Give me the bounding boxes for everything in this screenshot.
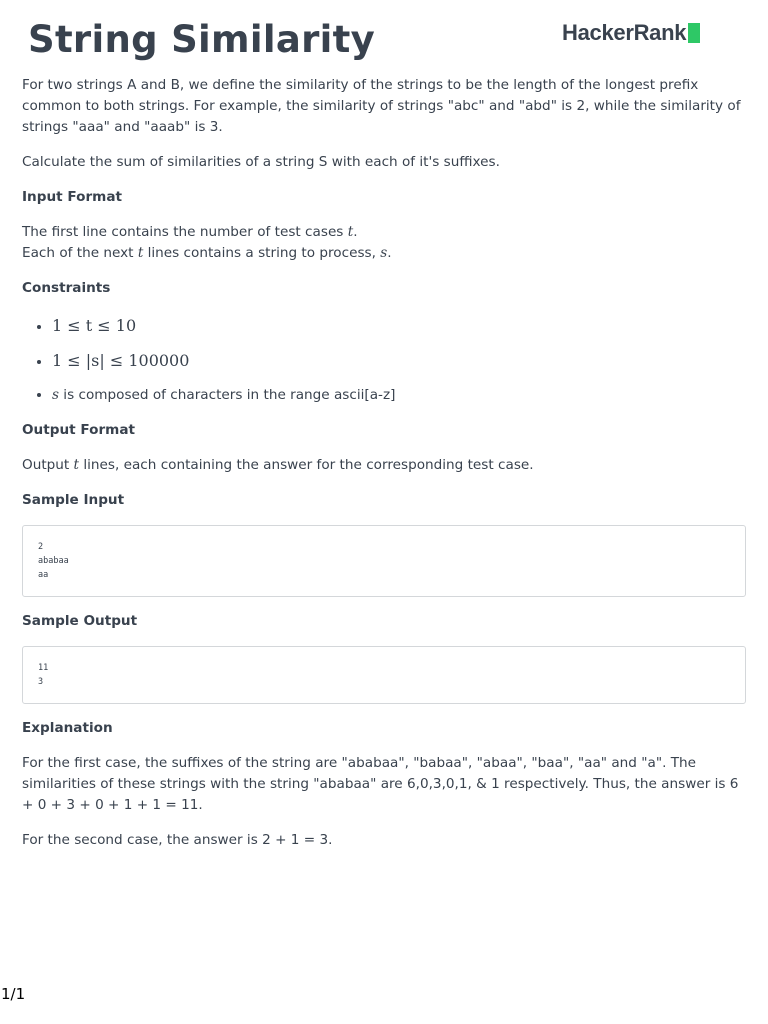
var-s: s xyxy=(380,245,388,261)
sample-input-heading: Sample Input xyxy=(22,492,125,508)
input-format-heading: Input Format xyxy=(22,189,122,205)
problem-statement xyxy=(22,75,746,865)
constraint-item xyxy=(52,383,746,408)
constraints-list xyxy=(22,313,746,408)
task-paragraph: Calculate the sum of similarities of a string S with each of it's suffixes. xyxy=(22,154,500,170)
sample-output-heading: Sample Output xyxy=(22,613,138,629)
explanation-heading: Explanation xyxy=(22,720,113,736)
constraint-t-range: 1 ≤ t ≤ 10 xyxy=(52,316,137,335)
var-t: t xyxy=(347,224,354,240)
var-s: s xyxy=(52,387,59,403)
logo-text: HackerRank xyxy=(562,20,687,45)
constraint-item xyxy=(52,313,746,340)
input-format-text xyxy=(22,222,746,264)
input-line1-prefix: The first line contains the number of test cases xyxy=(22,224,348,240)
input-line1-suffix: . xyxy=(353,224,358,240)
constraints-heading: Constraints xyxy=(22,280,111,296)
explanation-paragraph-2: For the second case, the answer is 2 + 1 = 3. xyxy=(22,832,333,848)
explanation-paragraph-1: For the first case, the suffixes of the string are "ababaa", "babaa", "abaa", "baa", "aa" and "a". The similarities of these strings with the string "ababaa" are 6,0,3,0,1, & 1 respectively. Thus, the answer is 6 + 0 + 3 + 0 + 1 + 1 = 11. xyxy=(22,755,739,813)
input-line2-prefix: Each of the next xyxy=(22,245,138,261)
logo-mark-icon xyxy=(688,23,700,43)
output-format-text xyxy=(22,455,746,476)
constraint-s-length: 1 ≤ |s| ≤ 100000 xyxy=(52,351,190,370)
hackerrank-logo xyxy=(562,19,700,47)
output-format-heading: Output Format xyxy=(22,422,135,438)
var-t: t xyxy=(73,457,80,473)
input-line2-suffix: . xyxy=(387,245,392,261)
page-number: 1/1 xyxy=(1,985,26,1003)
input-line2-middle: lines contains a string to process, xyxy=(143,245,381,261)
output-suffix: lines, each containing the answer for the corresponding test case. xyxy=(79,457,534,473)
constraint-item xyxy=(52,348,746,375)
intro-paragraph: For two strings A and B, we define the similarity of the strings to be the length of the longest prefix common to both strings. For example, the similarity of strings "abc" and "abd" is 2, while the similarity of strings "aaa" and "aaab" is 3. xyxy=(22,77,741,135)
sample-input-code: 2 ababaa aa xyxy=(22,525,746,597)
var-t: t xyxy=(137,245,144,261)
output-prefix: Output xyxy=(22,457,74,473)
sample-output-code: 11 3 xyxy=(22,646,746,704)
page-title: String Similarity xyxy=(28,18,376,61)
constraint-charset-text: is composed of characters in the range ascii[a-z] xyxy=(58,387,396,403)
